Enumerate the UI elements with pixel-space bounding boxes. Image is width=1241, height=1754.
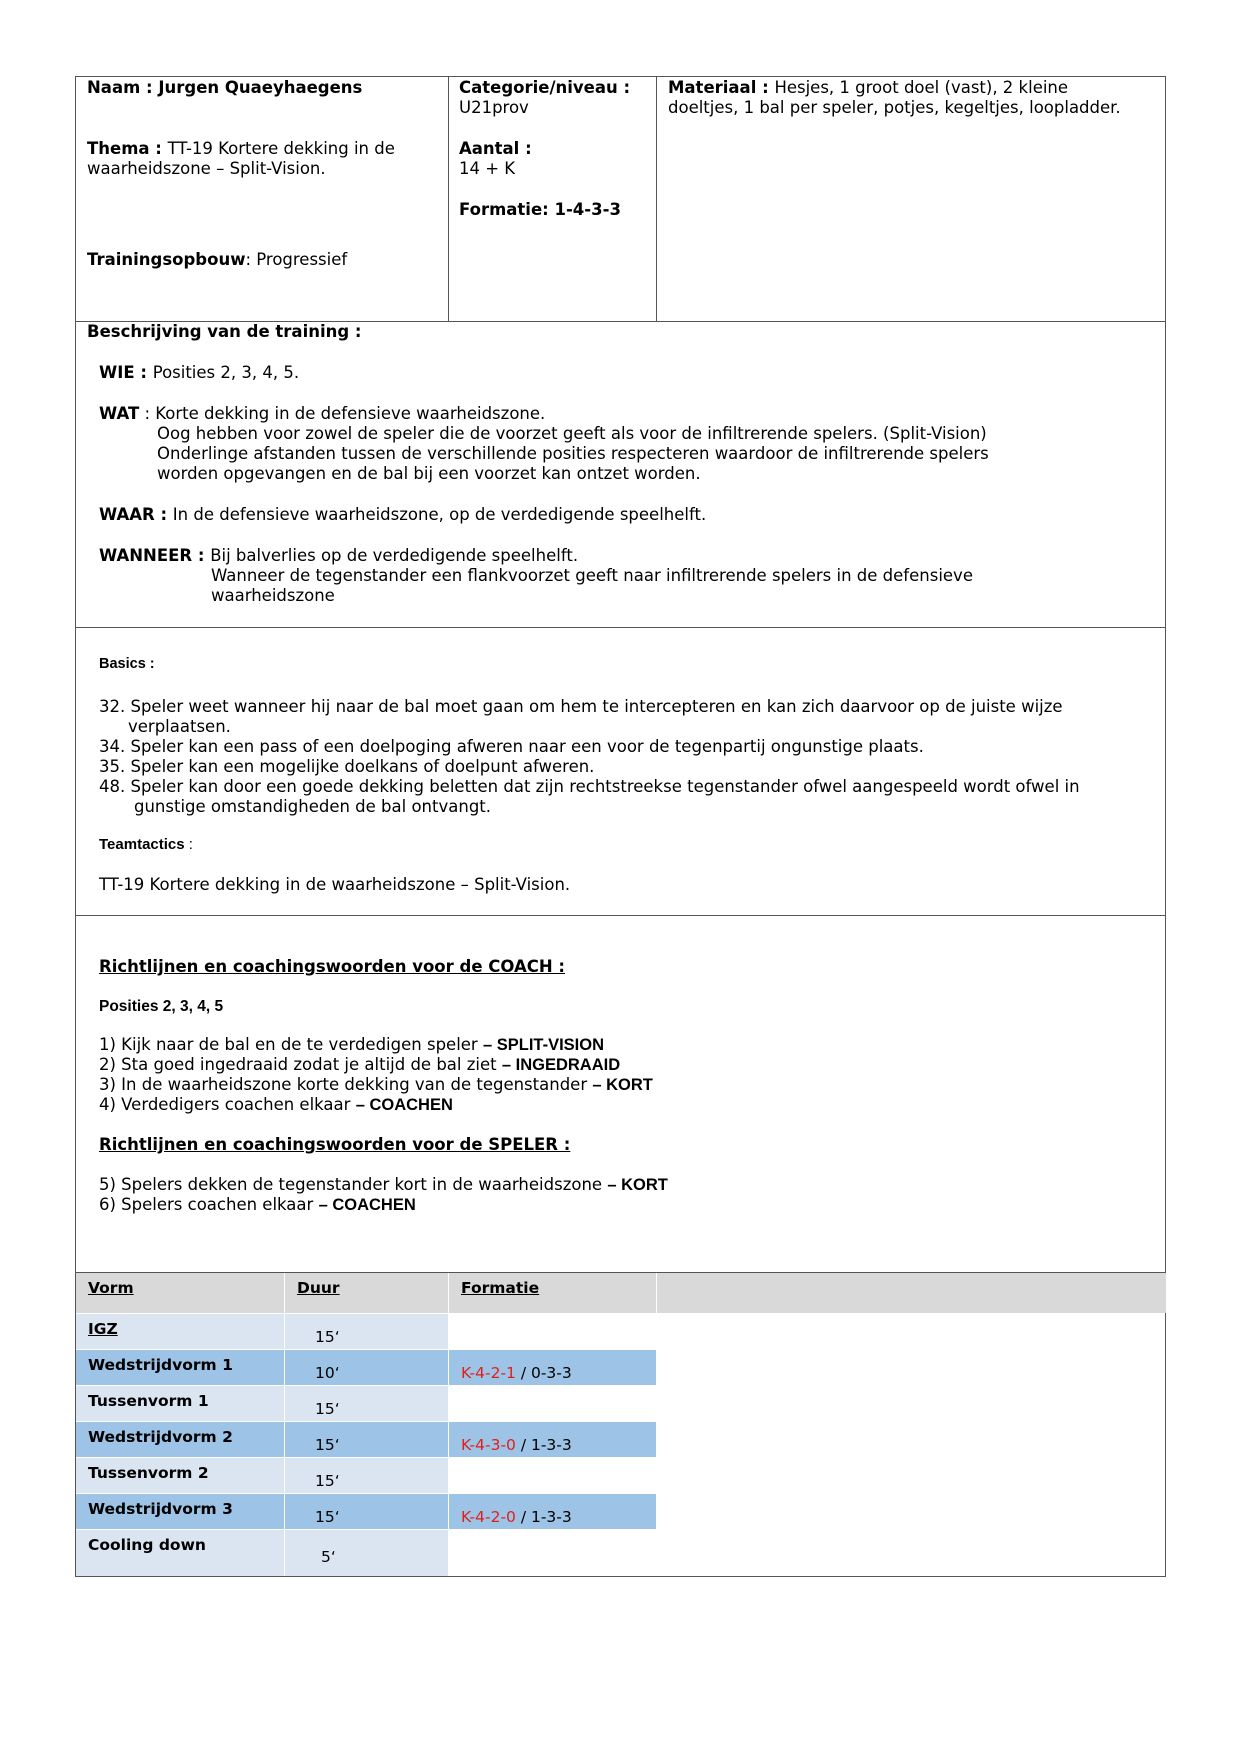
vorm-cell: Wedstrijdvorm 2 — [88, 1428, 233, 1446]
table-row-duur — [285, 1386, 448, 1421]
coach-item-3 — [99, 1075, 653, 1095]
coach-item-3-key: – KORT — [592, 1076, 653, 1094]
duur-cell: 5‘ — [321, 1548, 336, 1566]
basics-item-35: 35. Speler kan een mogelijke doelkans of doelpunt afweren. — [99, 757, 595, 776]
coach-item-4-text: 4) Verdedigers coachen elkaar — [99, 1095, 356, 1114]
wie-label: WIE : — [99, 363, 153, 382]
wanneer-line-3: waarheidszone — [211, 586, 335, 605]
thema-line-2: waarheidszone – Split-Vision. — [87, 159, 326, 178]
wanneer-value-1: Bij balverlies op de verdedigende speelhelft. — [210, 546, 579, 565]
table-row-vorm — [76, 1458, 284, 1493]
formatie-red: K-4-2-0 — [461, 1508, 516, 1526]
section-divider-beschrijving — [76, 627, 1165, 628]
formatie-cell — [461, 1508, 572, 1526]
table-row-duur — [285, 1350, 448, 1385]
teamtactics-title: Teamtactics — [99, 836, 185, 853]
naam-line — [87, 78, 362, 98]
waar-line — [99, 505, 706, 525]
coach-item-1-key: – SPLIT-VISION — [482, 1036, 604, 1054]
table-row-vorm — [76, 1494, 284, 1529]
materiaal-value-1: Hesjes, 1 groot doel (vast), 2 kleine — [774, 78, 1069, 97]
table-row-vorm — [76, 1386, 284, 1421]
vorm-cell: Tussenvorm 2 — [88, 1464, 209, 1482]
speler-item-6-key: – COACHEN — [318, 1196, 416, 1214]
naam-value: Jurgen Quaeyhaegens — [158, 78, 363, 97]
wanneer-label: WANNEER : — [99, 546, 211, 565]
schedule-header-duur — [285, 1273, 448, 1313]
opbouw-line — [87, 250, 347, 270]
opbouw-value: : Progressief — [245, 250, 348, 269]
duur-cell: 15‘ — [315, 1472, 340, 1490]
table-row-duur — [285, 1458, 448, 1493]
duur-cell: 15‘ — [315, 1508, 340, 1526]
coach-item-4-key: – COACHEN — [355, 1096, 453, 1114]
coach-item-2-text: 2) Sta goed ingedraaid zodat je altijd de bal ziet — [99, 1055, 502, 1074]
wanneer-line-2: Wanneer de tegenstander een flankvoorzet geeft naar infiltrerende spelers in de defensieve — [211, 566, 973, 585]
basics-item-48-cont: gunstige omstandigheden de bal ontvangt. — [134, 797, 492, 816]
table-row-duur — [285, 1314, 448, 1349]
vorm-cell: IGZ — [88, 1320, 118, 1338]
speler-item-6 — [99, 1195, 416, 1215]
vorm-cell: Cooling down — [88, 1536, 206, 1554]
speler-item-5-key: – KORT — [607, 1176, 668, 1194]
formatie-black: / 0-3-3 — [515, 1364, 572, 1382]
wanneer-line-1 — [99, 546, 578, 566]
thema-label: Thema : — [87, 139, 168, 158]
coach-title: Richtlijnen en coachingswoorden voor de COACH : — [99, 957, 565, 976]
formatie-red: K-4-3-0 — [461, 1436, 516, 1454]
vorm-cell: Wedstrijdvorm 3 — [88, 1500, 233, 1518]
duur-cell: 15‘ — [315, 1400, 340, 1418]
opbouw-label: Trainingsopbouw — [87, 250, 246, 269]
header-divider-2 — [656, 77, 657, 321]
materiaal-line-1 — [668, 78, 1068, 98]
formatie-cell — [461, 1436, 572, 1454]
waar-label: WAAR : — [99, 505, 173, 524]
teamtactics-value: TT-19 Kortere dekking in de waarheidszone – Split-Vision. — [99, 875, 571, 894]
schedule-header-empty — [657, 1273, 1166, 1313]
coach-item-3-text: 3) In de waarheidszone korte dekking van de tegenstander — [99, 1075, 593, 1094]
thema-line-1 — [87, 139, 395, 159]
table-row-vorm — [76, 1422, 284, 1457]
formatie-black: / 1-3-3 — [515, 1436, 572, 1454]
basics-item-32: 32. Speler weet wanneer hij naar de bal moet gaan om hem te intercepteren en kan zich daarvoor op de juiste wijze — [99, 697, 1063, 716]
table-row-formatie — [449, 1350, 656, 1385]
wat-line-3: Onderlinge afstanden tussen de verschillende posities respecteren waardoor de infiltrerende spelers — [157, 444, 989, 463]
schedule-header-formatie-label: Formatie — [461, 1279, 540, 1297]
formatie-cell — [461, 1364, 572, 1382]
table-row-vorm — [76, 1314, 284, 1349]
materiaal-line-2: doeltjes, 1 bal per speler, potjes, kegeltjes, loopladder. — [668, 98, 1121, 117]
categorie-value: U21prov — [459, 98, 529, 117]
categorie-label: Categorie/niveau : — [459, 78, 631, 97]
table-row-vorm — [76, 1530, 284, 1576]
duur-cell: 15‘ — [315, 1436, 340, 1454]
coach-item-4 — [99, 1095, 453, 1115]
wat-value-1: : Korte dekking in de defensieve waarheidszone. — [139, 404, 546, 423]
basics-item-48: 48. Speler kan door een goede dekking beletten dat zijn rechtstreekse tegenstander ofwel aangespeeld wordt ofwel in — [99, 777, 1080, 796]
table-row-duur — [285, 1530, 448, 1576]
coach-item-2 — [99, 1055, 620, 1075]
wie-line — [99, 363, 299, 383]
basics-item-32-cont: verplaatsen. — [128, 717, 231, 736]
beschrijving-title: Beschrijving van de training : — [87, 322, 362, 341]
wat-label: WAT — [99, 404, 140, 423]
table-row-duur — [285, 1494, 448, 1529]
teamtactics-title-line — [99, 835, 193, 855]
duur-cell: 15‘ — [315, 1328, 340, 1346]
materiaal-label: Materiaal : — [668, 78, 775, 97]
wie-value: Posities 2, 3, 4, 5. — [152, 363, 300, 382]
section-divider-basics — [76, 915, 1165, 916]
coach-item-2-key: – INGEDRAAID — [501, 1056, 621, 1074]
schedule-header-formatie — [449, 1273, 656, 1313]
table-row-vorm — [76, 1350, 284, 1385]
header-divider-1 — [448, 77, 449, 321]
schedule-header-vorm — [76, 1273, 284, 1313]
schedule-header-vorm-label: Vorm — [88, 1279, 134, 1297]
speler-item-5-text: 5) Spelers dekken de tegenstander kort in de waarheidszone — [99, 1175, 608, 1194]
thema-value-1: TT-19 Kortere dekking in de — [167, 139, 395, 158]
vorm-cell: Tussenvorm 1 — [88, 1392, 209, 1410]
speler-title: Richtlijnen en coachingswoorden voor de SPELER : — [99, 1135, 571, 1154]
wat-line-2: Oog hebben voor zowel de speler die de voorzet geeft als voor de infiltrerende spelers. (Split-Vision) — [157, 424, 987, 443]
formatie-label: Formatie: 1-4-3-3 — [459, 200, 621, 219]
teamtactics-colon: : — [184, 836, 193, 853]
wat-line-1 — [99, 404, 545, 424]
aantal-value: 14 + K — [459, 159, 516, 178]
waar-value: In de defensieve waarheidszone, op de verdedigende speelhelft. — [172, 505, 707, 524]
basics-title: Basics : — [99, 656, 155, 672]
schedule-header-duur-label: Duur — [297, 1279, 340, 1297]
vorm-cell: Wedstrijdvorm 1 — [88, 1356, 233, 1374]
training-sheet — [75, 76, 1166, 1577]
coach-item-1 — [99, 1035, 604, 1055]
speler-item-5 — [99, 1175, 668, 1195]
table-row-formatie — [449, 1494, 656, 1529]
aantal-label: Aantal : — [459, 139, 532, 158]
duur-cell: 10‘ — [315, 1364, 340, 1382]
speler-item-6-text: 6) Spelers coachen elkaar — [99, 1195, 319, 1214]
wat-line-4: worden opgevangen en de bal bij een voorzet kan ontzet worden. — [157, 464, 701, 483]
formatie-red: K-4-2-1 — [461, 1364, 516, 1382]
coach-item-1-text: 1) Kijk naar de bal en de te verdedigen speler — [99, 1035, 483, 1054]
naam-label: Naam : — [87, 78, 159, 97]
table-row-duur — [285, 1422, 448, 1457]
coach-posities: Posities 2, 3, 4, 5 — [99, 998, 224, 1015]
basics-item-34: 34. Speler kan een pass of een doelpoging afweren naar een voor de tegenpartij ongunstige plaats. — [99, 737, 924, 756]
table-row-formatie — [449, 1422, 656, 1457]
formatie-black: / 1-3-3 — [515, 1508, 572, 1526]
